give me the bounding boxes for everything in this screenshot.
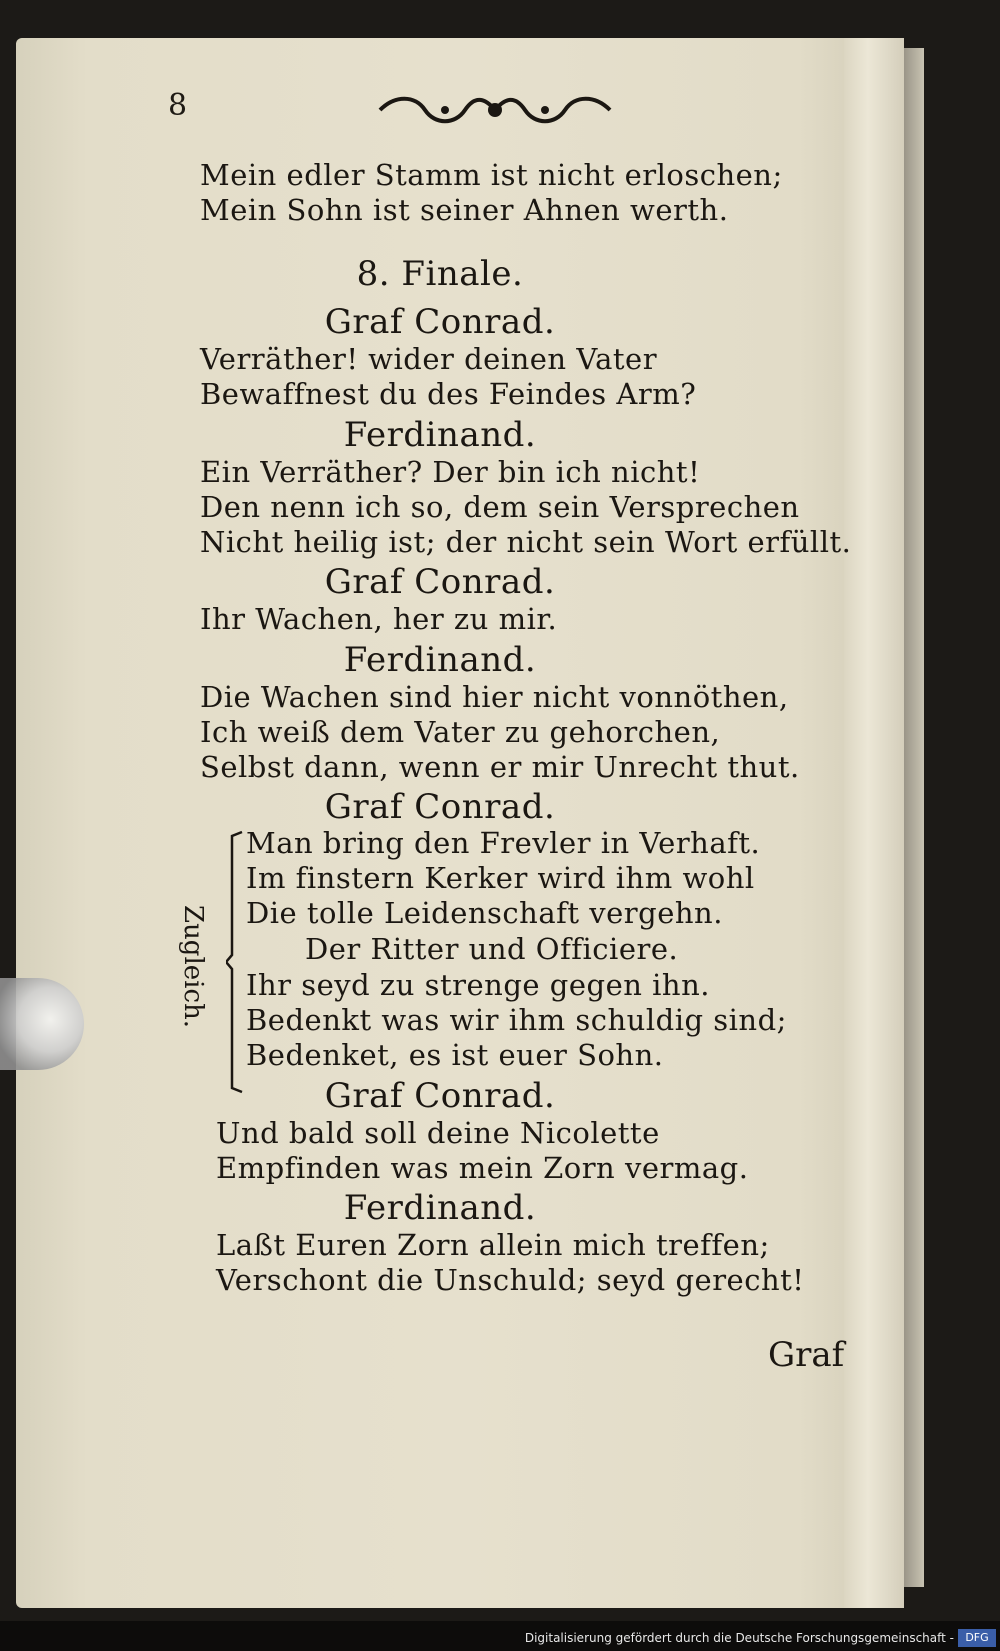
speaker-heading: Graf Conrad. [324,1076,556,1116]
verse-line: Bedenkt was wir ihm schuldig sind; [246,1003,787,1037]
verse-line: Ein Verräther? Der bin ich nicht! [200,455,701,489]
verse-line: Verräther! wider deinen Vater [200,342,658,376]
verse-line: Empfinden was mein Zorn vermag. [216,1151,749,1185]
verse-line: Bedenket, es ist euer Sohn. [246,1038,664,1072]
verse-line: Im finstern Kerker wird ihm wohl [246,861,755,895]
verse-line: Laßt Euren Zorn allein mich treffen; [216,1228,770,1262]
catchword: Graf [768,1335,845,1375]
speaker-heading: Graf Conrad. [324,302,556,342]
page-edge-shadow [904,48,924,1587]
speaker-heading: Ferdinand. [343,415,537,455]
section-title: 8. Finale. [356,254,524,294]
speaker-heading: Der Ritter und Officiere. [305,932,679,966]
ornament-icon [375,90,615,130]
verse-line: Mein Sohn ist seiner Ahnen werth. [200,193,729,227]
verse-line: Nicht heilig ist; der nicht sein Wort erfüllt. [200,525,852,559]
side-label: Zugleich. [178,905,208,1029]
footer-bar [0,1621,1000,1651]
verse-line: Und bald soll deine Nicolette [216,1116,660,1150]
footer-credit: Digitalisierung gefördert durch die Deutsche Forschungsgemeinschaft - [524,1631,954,1645]
verse-line: Man bring den Frevler in Verhaft. [246,826,761,860]
brace-icon [226,830,246,1095]
verse-line: Selbst dann, wenn er mir Unrecht thut. [200,750,800,784]
verse-line: Bewaffnest du des Feindes Arm? [200,377,697,411]
dfg-logo: DFG [958,1629,996,1647]
verse-line: Ich weiß dem Vater zu gehorchen, [200,715,721,749]
verse-line: Die Wachen sind hier nicht vonnöthen, [200,680,789,714]
speaker-heading: Graf Conrad. [324,787,556,827]
speaker-heading: Graf Conrad. [324,562,556,602]
verse-line: Den nenn ich so, dem sein Versprechen [200,490,800,524]
speaker-heading: Ferdinand. [343,1188,537,1228]
verse-line: Ihr seyd zu strenge gegen ihn. [246,968,710,1002]
speaker-heading: Ferdinand. [343,640,537,680]
page-number: 8 [168,88,188,123]
verse-line: Mein edler Stamm ist nicht erloschen; [200,158,783,192]
verse-line: Die tolle Leidenschaft vergehn. [246,896,723,930]
verse-line: Verschont die Unschuld; seyd gerecht! [216,1263,805,1297]
verse-line: Ihr Wachen, her zu mir. [200,602,558,636]
